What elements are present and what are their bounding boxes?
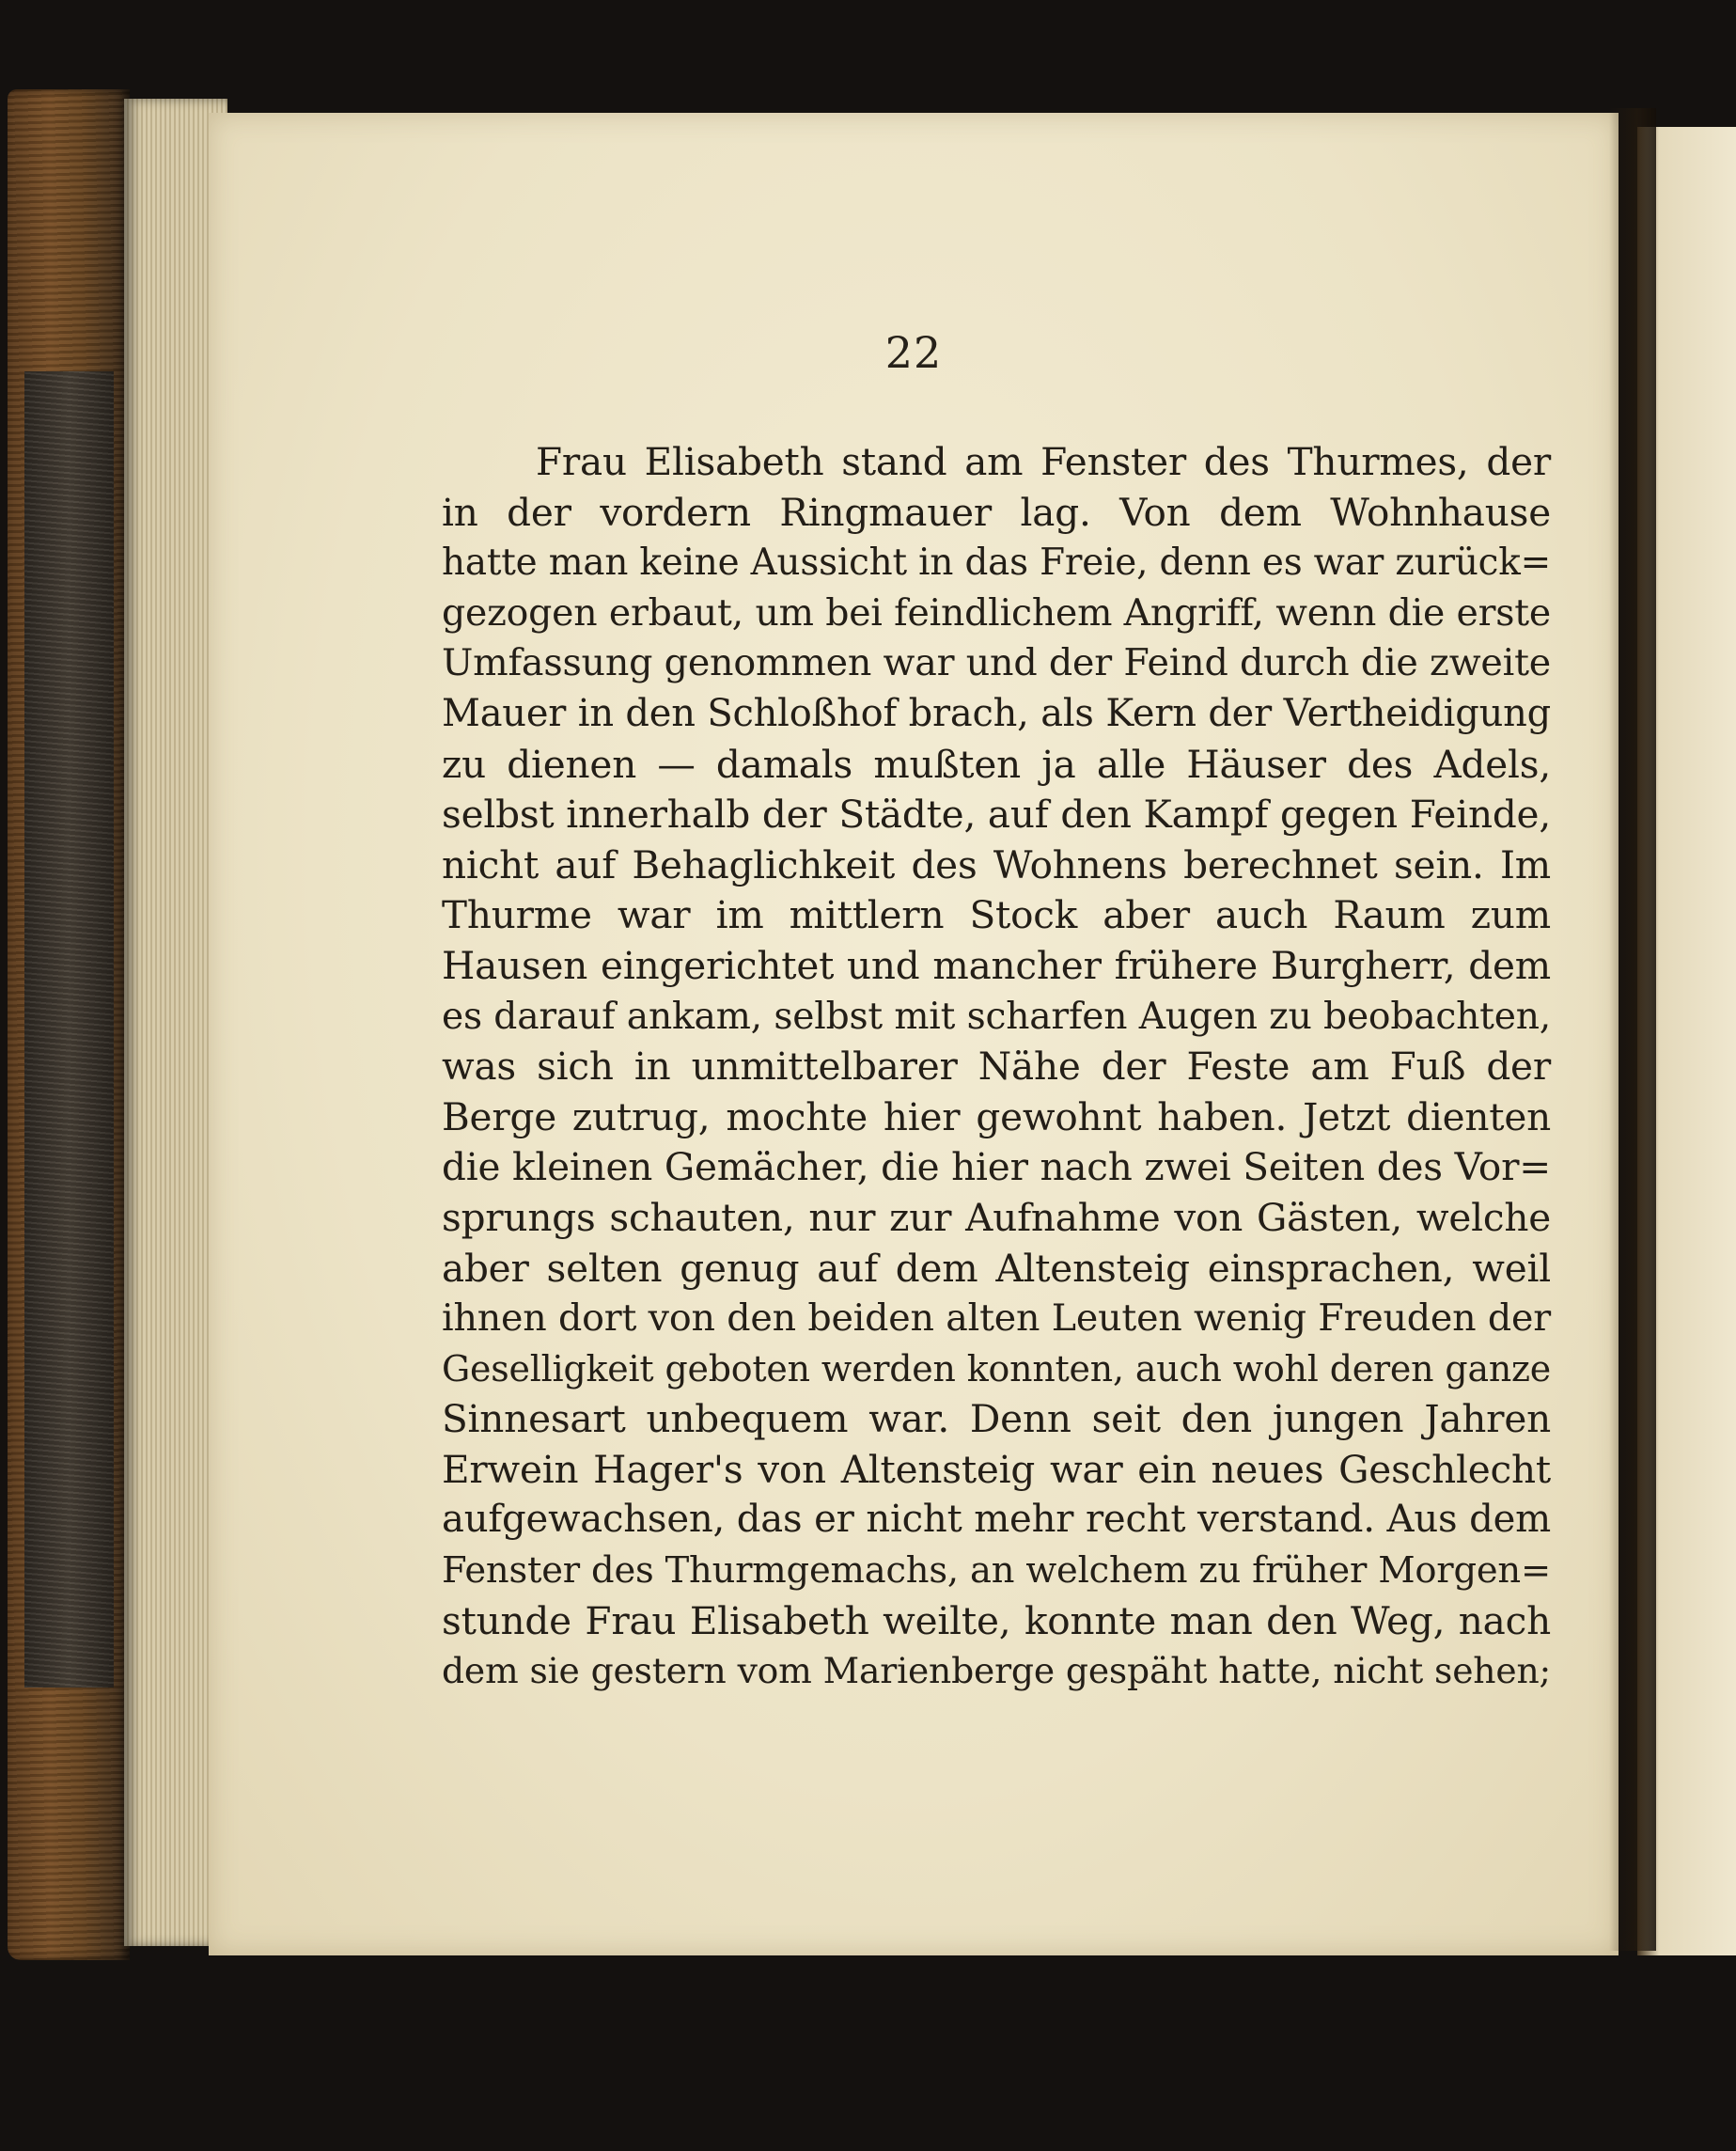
text-line: sprungs schauten, nur zur Aufnahme von Gästen, welche xyxy=(442,1194,1551,1240)
text-line: Geselligkeit geboten werden konnten, auch wohl deren ganze xyxy=(442,1347,1551,1390)
text-line: in der vordern Ringmauer lag. Von dem Wohnhause xyxy=(442,489,1551,535)
text-line: Hausen eingerichtet und mancher frühere Burgherr, dem xyxy=(442,942,1551,988)
text-line: Sinnesart unbequem war. Denn seit den jungen Jahren xyxy=(442,1396,1551,1442)
gutter-shadow xyxy=(1609,108,1656,1951)
text-line: Mauer in den Schloßhof brach, als Kern der Vertheidigung xyxy=(442,691,1551,735)
marbled-cover-band xyxy=(24,371,114,1688)
text-line: Fenster des Thurmgemachs, an welchem zu früher Morgen= xyxy=(442,1549,1551,1593)
text-line: Berge zutrug, mochte hier gewohnt haben. Jetzt dienten xyxy=(442,1093,1551,1139)
leather-cover-edge xyxy=(8,89,130,1960)
text-line: ihnen dort von den beiden alten Leuten wenig Freuden der xyxy=(442,1296,1551,1341)
text-line: die kleinen Gemächer, die hier nach zwei Seiten des Vor= xyxy=(442,1144,1551,1190)
text-line: gezogen erbaut, um bei feindlichem Angriff, wenn die erste xyxy=(442,590,1551,635)
text-line: Frau Elisabeth stand am Fenster des Thurmes, der xyxy=(536,439,1551,484)
text-line: dem sie gestern vom Marienberge gespäht hatte, nicht sehen; xyxy=(442,1650,1551,1692)
text-line: hatte man keine Aussicht in das Freie, denn es war zurück= xyxy=(442,542,1551,585)
book-page xyxy=(209,113,1619,1955)
text-line: Umfassung genommen war und der Feind durch die zweite xyxy=(442,641,1551,685)
page-number: 22 xyxy=(884,327,943,378)
text-line: zu dienen — damals mußten ja alle Häuser des Adels, xyxy=(442,741,1551,787)
body-text xyxy=(442,437,1551,1697)
text-line: selbst innerhalb der Städte, auf den Kampf gegen Feinde, xyxy=(442,792,1551,838)
text-line: aber selten genug auf dem Altensteig einsprachen, weil xyxy=(442,1245,1551,1291)
text-line: was sich in unmittelbarer Nähe der Feste am Fuß der xyxy=(442,1044,1551,1090)
text-line: Thurme war im mittlern Stock aber auch Raum zum xyxy=(442,892,1551,938)
text-line: nicht auf Behaglichkeit des Wohnens berechnet sein. Im xyxy=(442,841,1551,887)
text-line: es darauf ankam, selbst mit scharfen Augen zu beobachten, xyxy=(442,995,1551,1038)
text-line: aufgewachsen, das er nicht mehr recht verstand. Aus dem xyxy=(442,1498,1551,1542)
text-line: Erwein Hager's von Altensteig war ein neues Geschlecht xyxy=(442,1446,1551,1492)
text-line: stunde Frau Elisabeth weilte, konnte man den Weg, nach xyxy=(442,1597,1551,1643)
